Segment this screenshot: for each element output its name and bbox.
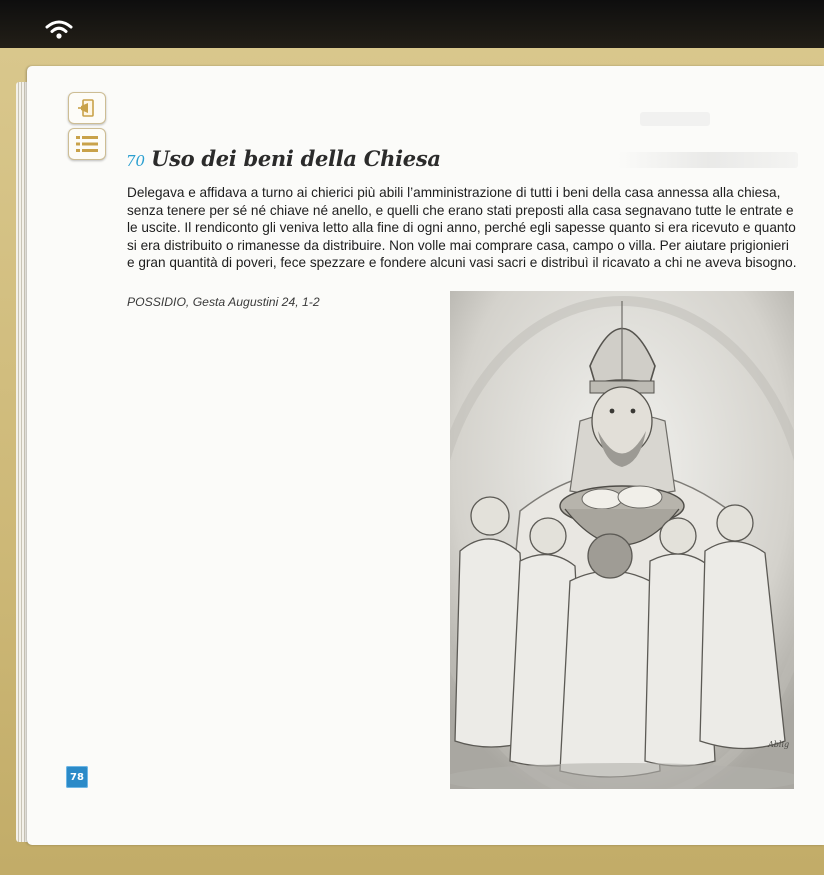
body-paragraph: Delegava e affidava a turno ai chierici più abili l’amministrazione di tutti i beni della casa annessa alla chiesa, senza tenere per sé né chiave né anello, e quelli che erano stati preposti alla casa segnavano tutte le entrate e le uscite. Il rendiconto gli veniva letto alla fine di ogni anno, perché egli sapesse quanto si era ricevuto e quanto si era distribuito o rimanesse da distribuire. Non volle mai comprare casa, campo o villa. Per aiutare prigionieri e gran quantità di poveri, fece spezzare e fondere alcuni vasi sacri e distribuì il ricavato a chi ne aveva bisogno. xyxy=(127,185,797,271)
menu-button[interactable] xyxy=(68,128,106,160)
section-heading xyxy=(126,146,441,176)
status-bar xyxy=(0,0,824,52)
wifi-icon xyxy=(44,18,74,40)
section-title: Uso dei beni della Chiesa xyxy=(151,146,441,171)
bleed-through xyxy=(640,112,710,126)
citation: POSSIDIO, Gesta Augustini 24, 1-2 xyxy=(127,295,320,309)
artist-signature: Ablig xyxy=(768,740,790,749)
bleed-through xyxy=(618,152,798,168)
back-door-icon xyxy=(76,97,98,119)
back-button[interactable] xyxy=(68,92,106,124)
page-number-badge[interactable]: 78 xyxy=(66,766,88,788)
saint-distributing-bread-illustration xyxy=(450,291,794,789)
list-icon xyxy=(75,134,99,154)
section-number: 70 xyxy=(126,152,146,170)
